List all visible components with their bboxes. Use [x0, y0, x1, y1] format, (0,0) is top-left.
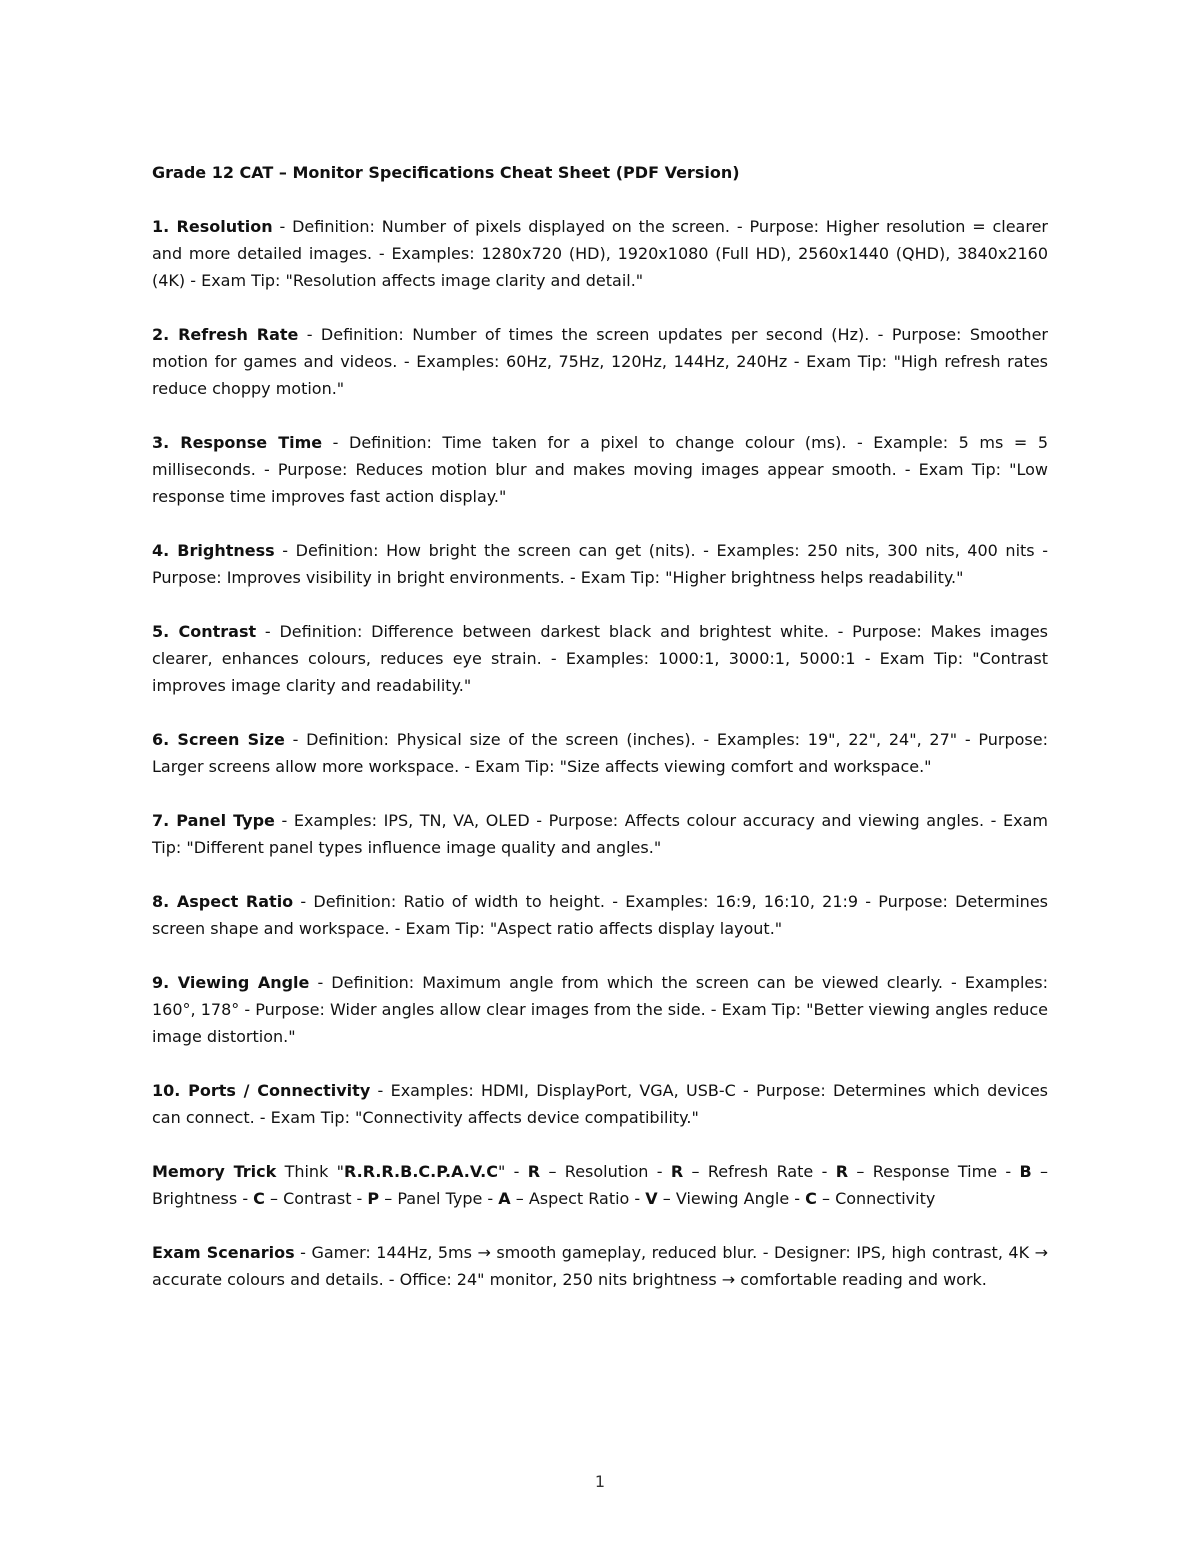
spec-section-heading: 4. Brightness — [152, 541, 275, 560]
spec-section — [152, 213, 1048, 294]
spec-section — [152, 888, 1048, 942]
spec-section — [152, 537, 1048, 591]
spec-section-body: - Definition: Time taken for a pixel to change colour (ms). - Example: 5 ms = 5 milliseconds. - Purpose: Reduces motion blur and makes moving images appear smooth. - Exam Tip: "Low response time improves fast action display." — [152, 433, 1048, 506]
memory-trick-letter: R.R.R.B.C.P.A.V.C — [344, 1162, 498, 1181]
memory-trick-letter: R — [527, 1162, 541, 1181]
page-number: 1 — [594, 1472, 606, 1491]
memory-trick-letter: C — [253, 1189, 265, 1208]
memory-trick-letter: C — [805, 1189, 817, 1208]
memory-trick-text: – Panel Type - — [379, 1189, 499, 1208]
spec-section — [152, 726, 1048, 780]
spec-section-body: - Examples: IPS, TN, VA, OLED - Purpose: Affects colour accuracy and viewing angles. - Exam Tip: "Different panel types influence image quality and angles." — [152, 811, 1049, 857]
spec-section-heading: 6. Screen Size — [152, 730, 285, 749]
spec-section-heading: 8. Aspect Ratio — [152, 892, 294, 911]
document-content — [152, 159, 1048, 1320]
spec-section-body: - Definition: Physical size of the screen (inches). - Examples: 19", 22", 24", 27" - Purpose: Larger screens allow more workspace. - Exam Tip: "Size affects viewing comfort and workspace." — [152, 730, 1049, 776]
spec-section-heading: 2. Refresh Rate — [152, 325, 299, 344]
memory-trick-body — [152, 1162, 1048, 1208]
memory-trick-heading: Memory Trick — [152, 1162, 277, 1181]
memory-trick-letter: R — [670, 1162, 684, 1181]
memory-trick-text: – Brightness - — [152, 1162, 1049, 1208]
memory-trick-text: – Resolution - — [540, 1162, 671, 1181]
spec-section-heading: 7. Panel Type — [152, 811, 275, 830]
spec-section-body: - Examples: HDMI, DisplayPort, VGA, USB-C - Purpose: Determines which devices can connect. - Exam Tip: "Connectivity affects device compatibility." — [152, 1081, 1048, 1127]
spec-section — [152, 969, 1048, 1050]
memory-trick-text: – Refresh Rate - — [683, 1162, 836, 1181]
exam-scenarios-body: - Gamer: 144Hz, 5ms → smooth gameplay, reduced blur. - Designer: IPS, high contrast, 4K → accurate colours and details. - Office: 24" monitor, 250 nits brightness → comfortable reading and work. — [152, 1243, 1048, 1289]
spec-section-body: - Definition: Number of pixels displayed on the screen. - Purpose: Higher resolution = clearer and more detailed images. - Examples: 1280x720 (HD), 1920x1080 (Full HD), 2560x1440 (QHD), 3840x2160 (4K) - Exam Tip: "Resolution affects image clarity and detail." — [152, 217, 1049, 290]
memory-trick-letter: R — [835, 1162, 849, 1181]
exam-scenarios-paragraph — [152, 1239, 1048, 1293]
spec-section — [152, 807, 1048, 861]
spec-section-heading: 5. Contrast — [152, 622, 257, 641]
spec-section-heading: 3. Response Time — [152, 433, 323, 452]
spec-section — [152, 618, 1048, 699]
memory-trick-text: " - — [497, 1162, 528, 1181]
spec-section-heading: 10. Ports / Connectivity — [152, 1081, 371, 1100]
document-title: Grade 12 CAT – Monitor Specifications Cheat Sheet (PDF Version) — [152, 163, 740, 182]
spec-section-heading: 9. Viewing Angle — [152, 973, 310, 992]
spec-section — [152, 429, 1048, 510]
spec-section-heading: 1. Resolution — [152, 217, 273, 236]
memory-trick-text: – Aspect Ratio - — [510, 1189, 646, 1208]
memory-trick-text: – Viewing Angle - — [657, 1189, 806, 1208]
spec-section-body: - Definition: Maximum angle from which the screen can be viewed clearly. - Examples: 160°, 178° - Purpose: Wider angles allow clear images from the side. - Exam Tip: "Better viewing angles reduce image distortion." — [152, 973, 1049, 1046]
memory-trick-text: – Contrast - — [264, 1189, 368, 1208]
memory-trick-letter: A — [498, 1189, 511, 1208]
spec-section-body: - Definition: Ratio of width to height. - Examples: 16:9, 16:10, 21:9 - Purpose: Determines screen shape and workspace. - Exam Tip: "Aspect ratio affects display layout." — [152, 892, 1049, 938]
spec-section-body: - Definition: Number of times the screen updates per second (Hz). - Purpose: Smoother motion for games and videos. - Examples: 60Hz, 75Hz, 120Hz, 144Hz, 240Hz - Exam Tip: "High refresh rates reduce choppy motion." — [152, 325, 1048, 398]
memory-trick-letter: V — [645, 1189, 658, 1208]
spec-section — [152, 321, 1048, 402]
memory-trick-text: – Connectivity — [816, 1189, 936, 1208]
spec-section — [152, 1077, 1048, 1131]
spec-section-body: - Definition: How bright the screen can get (nits). - Examples: 250 nits, 300 nits, 400 nits - Purpose: Improves visibility in bright environments. - Exam Tip: "Higher brightness helps readability." — [152, 541, 1048, 587]
memory-trick-letter: B — [1019, 1162, 1032, 1181]
memory-trick-text: Think " — [276, 1162, 345, 1181]
exam-scenarios-heading: Exam Scenarios — [152, 1243, 295, 1262]
memory-trick-text: – Response Time - — [848, 1162, 1020, 1181]
memory-trick-paragraph — [152, 1158, 1048, 1212]
memory-trick-letter: P — [367, 1189, 380, 1208]
sections-container — [152, 213, 1048, 1131]
spec-section-body: - Definition: Difference between darkest black and brightest white. - Purpose: Makes images clearer, enhances colours, reduces eye strain. - Examples: 1000:1, 3000:1, 5000:1 - Exam Tip: "Contrast improves image clarity and readability." — [152, 622, 1049, 695]
